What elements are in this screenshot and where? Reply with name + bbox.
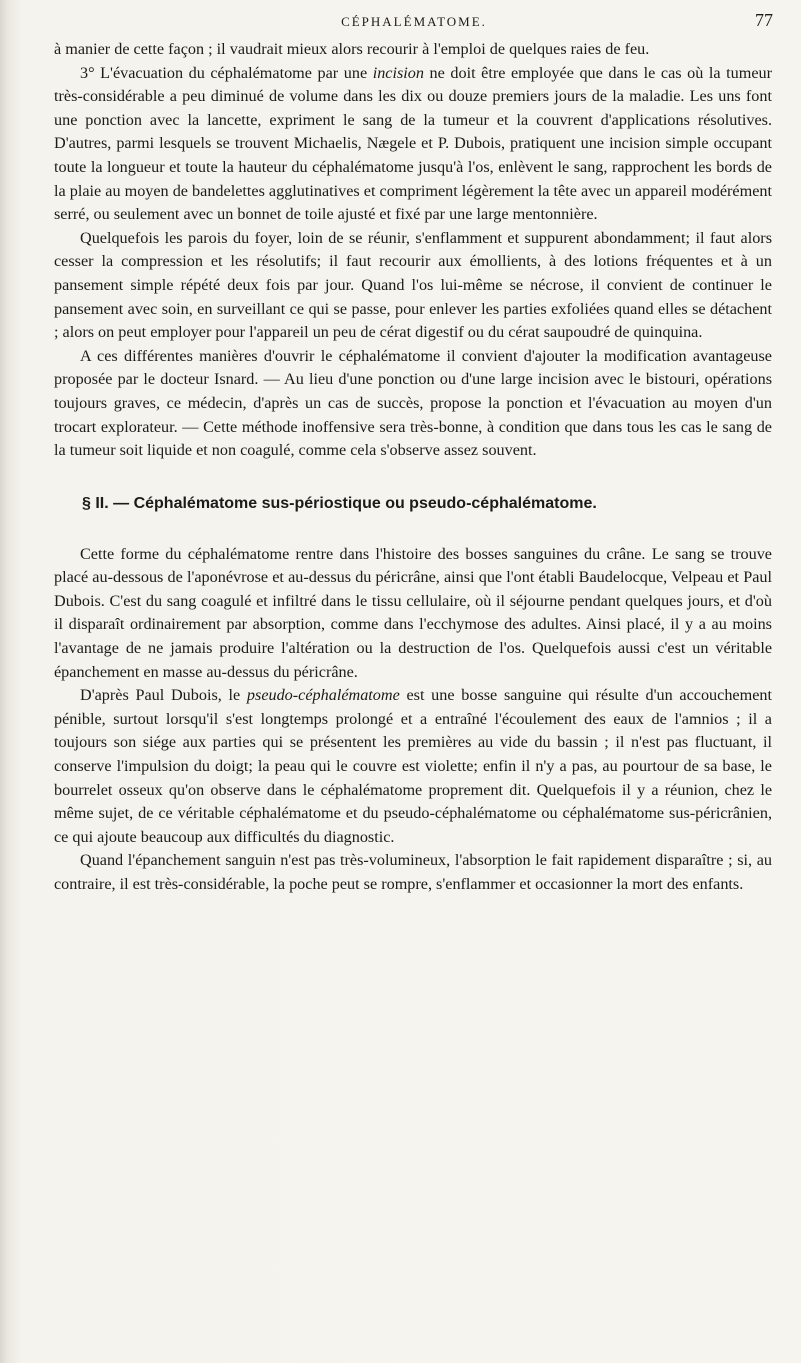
- paragraph-continuation: à manier de cette façon ; il vaudrait mieux alors recourir à l'emploi de quelques raies de feu.: [54, 40, 650, 58]
- paragraph-dubois: [54, 684, 772, 849]
- paragraph-text: est une bosse sanguine qui résulte d'un accouchement pénible, surtout lorsqu'il s'est longtemps prolongé et a entraîné l'écoulement des eaux de l'amnios ; il a toujours son siége aux parties qui se présentent les premières au vide du bassin ; il n'est pas fluctuant, il conserve l'impulsion du doigt; la peau qui le couvre est violette; enfin il n'y a pas, au pourtour de sa base, le bourrelet osseux qu'on observe dans le céphalématome proprement dit. Quelquefois il y a réunion, chez le même sujet, de ce véritable céphalématome et du pseudo-céphalématome ou céphalématome sus-péricrânien, ce qui ajoute beaucoup aux difficultés du diagnostic.: [54, 686, 772, 846]
- paragraph-absorption: Quand l'épanchement sanguin n'est pas très-volumineux, l'absorption le fait rapidement disparaître ; si, au contraire, il est très-considérable, la poche peut se rompre, s'enflammer et occasionner la mort des enfants.: [54, 851, 772, 893]
- section-heading: § II. — Céphalématome sus-périostique ou pseudo-céphalématome.: [82, 494, 597, 512]
- page-body: [54, 38, 772, 897]
- paragraph-definition: Cette forme du céphalématome rentre dans l'histoire des bosses sanguines du crâne. Le sang se trouve placé au-dessous de l'aponévrose et au-dessus du péricrâne, ainsi que l'ont établi Baudelocque, Velpeau et Paul Dubois. C'est du sang coagulé et infiltré dans le tissu cellulaire, où il séjourne pendant quelques jours, et d'où il disparaît ordinairement par absorption, comme dans l'ecchymose des adultes. Ainsi placé, il y a au moins l'avantage de ne jamais produire l'altération ou la destruction de l'os. Quelquefois aussi c'est un véritable épanchement en masse au-dessus du péricrâne.: [54, 544, 772, 681]
- page-header: [55, 10, 773, 32]
- page-number: 77: [755, 10, 773, 30]
- paragraph-isnard: A ces différentes manières d'ouvrir le céphalématome il convient d'ajouter la modification avantageuse proposée par le docteur Isnard. — Au lieu d'une ponction ou d'une large incision avec le bistouri, opérations toujours graves, ce médecin, d'après un cas de succès, propose la ponction et l'évacuation au moyen d'un trocart explorateur. — Cette méthode inoffensive sera très-bonne, à condition que dans tous les cas le sang de la tumeur soit liquide et non coagulé, comme cela s'observe assez souvent.: [54, 346, 772, 460]
- emphasis-text: incision: [372, 63, 424, 82]
- paragraph-incision: [54, 62, 772, 227]
- paragraph-text: D'après Paul Dubois, le: [80, 686, 247, 705]
- running-title: CÉPHALÉMATOME.: [341, 14, 487, 29]
- paragraph-suppuration: Quelquefois les parois du foyer, loin de se réunir, s'enflamment et suppurent abondamment; il faut alors cesser la compression et les résolutifs; il faut recourir aux émollients, à des lotions fréquentes et à un pansement simple répété deux fois par jour. Quand l'os lui-même se nécrose, il convient de continuer le pansement avec soin, en surveillant ce qui se passe, pour enlever les parties exfoliées quand elles se détachent ; alors on peut employer pour l'appareil un peu de cérat digestif ou du cérat saupoudré de quinquina.: [54, 228, 772, 342]
- paragraph-text: ne doit être employée que dans le cas où la tumeur très-considérable a peu diminué de volume dans les dix ou douze premiers jours de la maladie. Les uns font une ponction avec la lancette, expriment le sang de la tumeur et la couvrent d'applications résolutives. D'autres, parmi lesquels se trouvent Michaelis, Nægele et P. Dubois, pratiquent une incision simple occupant toute la longueur et toute la hauteur du céphalématome jusqu'à l'os, enlèvent le sang, rapprochent les bords de la plaie au moyen de bandelettes agglutinatives et compriment légèrement la tête avec un appareil modérément serré, ou seulement avec un bonnet de toile ajusté et fixé par une large mentonnière.: [54, 63, 772, 224]
- paragraph-text: 3° L'évacuation du céphalématome par une: [80, 63, 373, 82]
- emphasis-text: pseudo-céphalématome: [246, 686, 400, 705]
